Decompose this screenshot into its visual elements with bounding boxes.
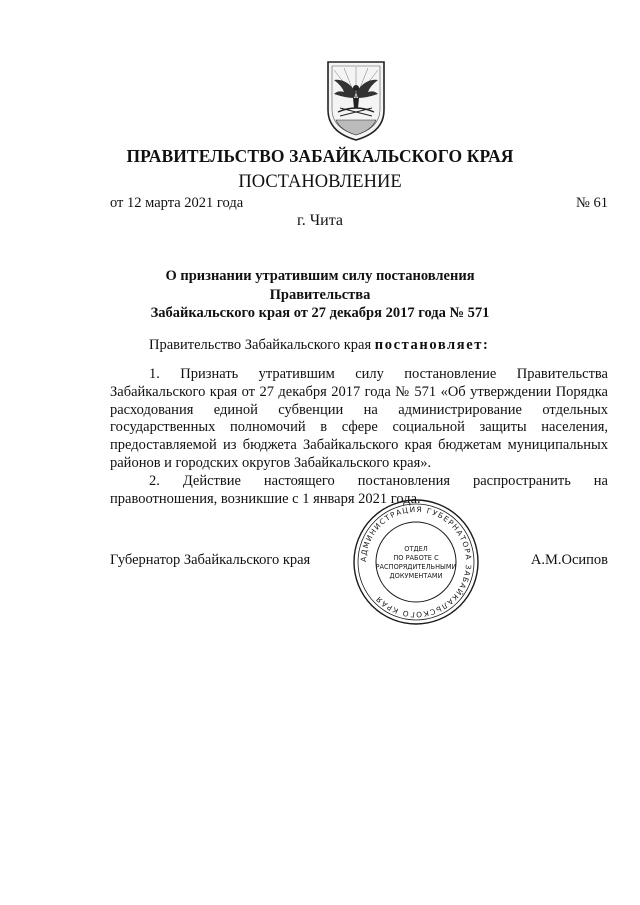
document-subject bbox=[120, 267, 520, 323]
subject-line-2: Забайкальского края от 27 декабря 2017 года № 571 bbox=[150, 305, 490, 321]
decree-intro-text: Правительство Забайкальского края bbox=[149, 337, 375, 353]
document-number: № 61 bbox=[576, 195, 608, 211]
stamp-ring-text: АДМИНИСТРАЦИЯ ГУБЕРНАТОРА ЗАБАЙКАЛЬСКОГО КРАЯ bbox=[358, 504, 474, 620]
document-city: г. Чита bbox=[296, 212, 343, 229]
stamp-inner-line-2: ПО РАБОТЕ С bbox=[393, 554, 439, 562]
document-type: ПОСТАНОВЛЕНИЕ bbox=[238, 172, 402, 192]
document-body bbox=[110, 366, 608, 508]
signatory-name: А.М.Осипов bbox=[530, 552, 608, 568]
coat-of-arms-emblem bbox=[324, 58, 388, 142]
decree-intro bbox=[149, 337, 489, 354]
decree-verb: постановляет: bbox=[374, 337, 490, 353]
paragraph-1: 1. Признать утратившим силу постановление Правительства Забайкальского края от 27 декабря 2017 года № 571 «Об утверждении Порядка расходования единой субвенции на администрирование отдельных государственных полномочий в сфере социальной защиты населения, предоставляемой из бюджета Забайкальского края бюджетам муниципальных районов и городских округов Забайкальского края». bbox=[110, 366, 608, 471]
signatory-position: Губернатор Забайкальского края bbox=[110, 552, 311, 568]
document-date: от 12 марта 2021 года bbox=[110, 195, 244, 211]
subject-line-1: О признании утратившим силу постановления Правительства bbox=[165, 268, 475, 303]
government-title: ПРАВИТЕЛЬСТВО ЗАБАЙКАЛЬСКОГО КРАЯ bbox=[126, 146, 514, 166]
stamp-inner-line-3: РАСПОРЯДИТЕЛЬНЫМИ bbox=[375, 563, 457, 571]
paragraph-2: 2. Действие настоящего постановления распространить на правоотношения, возникшие с 1 января 2021 года. bbox=[110, 472, 608, 507]
stamp-inner-line-1: ОТДЕЛ bbox=[404, 545, 428, 553]
official-stamp bbox=[350, 496, 482, 628]
stamp-inner-line-4: ДОКУМЕНТАМИ bbox=[389, 572, 443, 580]
